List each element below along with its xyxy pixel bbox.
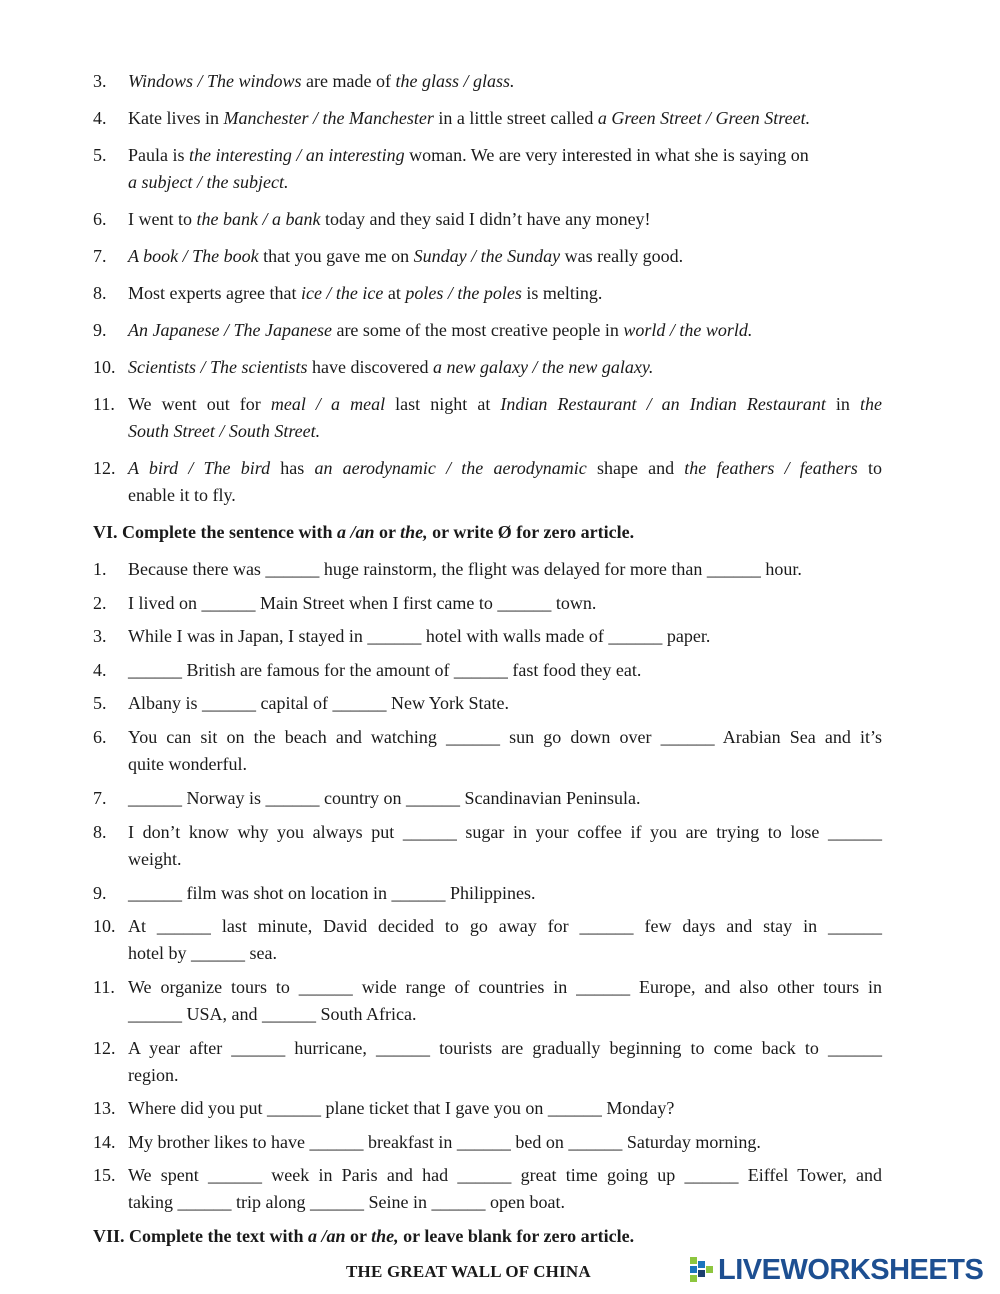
text-run: has (270, 458, 315, 478)
liveworksheets-mark-icon (690, 1257, 714, 1283)
italic-choice: a subject / the subject. (128, 172, 289, 192)
text-run: last night at (385, 394, 501, 414)
text-run: is melting. (521, 283, 603, 303)
italic-choice: an aerodynamic / the aerodynamic (314, 458, 587, 478)
text-run: Most experts agree that (128, 283, 301, 303)
italic-choice: the glass / glass. (395, 71, 515, 91)
italic-choice: poles / the poles (405, 283, 522, 303)
item-number: 9. (93, 883, 107, 903)
text-run: enable it to fly. (128, 485, 236, 505)
italic-choice: a /an (336, 522, 375, 542)
text-run: Paula is (128, 145, 189, 165)
text-title: THE GREAT WALL OF CHINA (346, 1262, 591, 1281)
fill-blank-sentence: ______ British are famous for the amount of ______ fast food they eat. (128, 660, 642, 680)
text-run: that you gave me on (258, 246, 414, 266)
italic-choice: the (860, 394, 882, 414)
section-vii-heading (93, 1227, 634, 1245)
text-run: Kate lives in (128, 108, 224, 128)
text-run: or leave blank for zero article. (398, 1226, 635, 1246)
exercise-sentence-continued (128, 422, 320, 440)
item-number: 1. (93, 559, 107, 579)
text-run: woman. We are very interested in what she is saying on (404, 145, 809, 165)
section-vi-heading (93, 523, 634, 541)
fill-blank-sentence-continued: region. (128, 1065, 179, 1085)
exercise-sentence (128, 459, 882, 477)
text-run: or write Ø for zero article. (427, 522, 635, 542)
italic-choice: Indian Restaurant / an Indian Restaurant (500, 394, 826, 414)
italic-choice: a /an (307, 1226, 346, 1246)
item-number: 2. (93, 593, 107, 613)
fill-blank-sentence: My brother likes to have ______ breakfast in ______ bed on ______ Saturday morning. (128, 1132, 761, 1152)
exercise-sentence (128, 284, 602, 302)
text-run: VII. Complete the text with (93, 1226, 308, 1246)
item-number: 7. (93, 246, 107, 266)
item-number: 12. (93, 458, 116, 478)
item-number: 13. (93, 1098, 116, 1118)
fill-blank-sentence: Because there was ______ huge rainstorm, the flight was delayed for more than ______ hour. (128, 559, 802, 579)
italic-choice: the interesting / an interesting (189, 145, 405, 165)
text-run: at (383, 283, 406, 303)
exercise-sentence (128, 72, 515, 90)
italic-choice: meal / a meal (270, 394, 386, 414)
item-number: 6. (93, 209, 107, 229)
italic-choice: Sunday / the Sunday (413, 246, 561, 266)
fill-blank-sentence: We spent ______ week in Paris and had ______ great time going up ______ Eiffel Tower, and (128, 1165, 882, 1185)
exercise-sentence (128, 210, 651, 228)
text-run: shape and (586, 458, 685, 478)
italic-choice: the feathers / feathers (684, 458, 858, 478)
fill-blank-sentence: We organize tours to ______ wide range of countries in ______ Europe, and also other tours in (128, 977, 882, 997)
italic-choice: South Street / South Street. (128, 421, 321, 441)
fill-blank-sentence: A year after ______ hurricane, ______ tourists are gradually beginning to come back to ______ (128, 1038, 882, 1058)
item-number: 10. (93, 357, 116, 377)
italic-choice: A book / The book (128, 246, 259, 266)
italic-choice: a Green Street / Green Street. (597, 108, 811, 128)
italic-choice: Windows / The windows (128, 71, 302, 91)
item-number: 8. (93, 283, 107, 303)
exercise-sentence (128, 321, 752, 339)
item-number: 4. (93, 660, 107, 680)
fill-blank-sentence-continued: quite wonderful. (128, 754, 247, 774)
item-number: 8. (93, 822, 107, 842)
fill-blank-sentence: At ______ last minute, David decided to go away for ______ few days and stay in ______ (128, 916, 882, 936)
item-number: 11. (93, 394, 115, 414)
exercise-sentence-continued (128, 486, 236, 504)
italic-choice: ice / the ice (300, 283, 384, 303)
text-run: are made of (301, 71, 396, 91)
item-number: 3. (93, 626, 107, 646)
italic-choice: An Japanese / The Japanese (128, 320, 332, 340)
text-run: was really good. (560, 246, 684, 266)
text-run: or (345, 1226, 372, 1246)
italic-choice: Scientists / The scientists (128, 357, 308, 377)
exercise-sentence-continued (128, 173, 288, 191)
item-number: 3. (93, 71, 107, 91)
item-number: 4. (93, 108, 107, 128)
exercise-sentence (128, 247, 683, 265)
italic-choice: the bank / a bank (196, 209, 321, 229)
text-run: today and they said I didn’t have any money! (320, 209, 651, 229)
exercise-sentence (128, 146, 809, 164)
text-run: to (857, 458, 882, 478)
text-run: in (825, 394, 860, 414)
fill-blank-sentence: You can sit on the beach and watching ______ sun go down over ______ Arabian Sea and it’s (128, 727, 882, 747)
fill-blank-sentence: Albany is ______ capital of ______ New York State. (128, 693, 509, 713)
item-number: 7. (93, 788, 107, 808)
text-run: or (374, 522, 401, 542)
text-run: in a little street called (433, 108, 598, 128)
fill-blank-sentence-continued: weight. (128, 849, 182, 869)
exercise-sentence (128, 395, 882, 413)
item-number: 14. (93, 1132, 116, 1152)
fill-blank-sentence: I don’t know why you always put ______ sugar in your coffee if you are trying to lose ______ (128, 822, 882, 842)
text-run: have discovered (307, 357, 433, 377)
italic-choice: the, (371, 1226, 399, 1246)
text-run: are some of the most creative people in (331, 320, 624, 340)
fill-blank-sentence: I lived on ______ Main Street when I first came to ______ town. (128, 593, 597, 613)
fill-blank-sentence: Where did you put ______ plane ticket that I gave you on ______ Monday? (128, 1098, 675, 1118)
item-number: 10. (93, 916, 116, 936)
fill-blank-sentence: ______ film was shot on location in ______ Philippines. (128, 883, 536, 903)
fill-blank-sentence-continued: taking ______ trip along ______ Seine in ______ open boat. (128, 1192, 565, 1212)
exercise-sentence (128, 109, 810, 127)
item-number: 6. (93, 727, 107, 747)
italic-choice: Manchester / the Manchester (223, 108, 434, 128)
item-number: 12. (93, 1038, 116, 1058)
italic-choice: world / the world. (623, 320, 753, 340)
fill-blank-sentence: ______ Norway is ______ country on ______ Scandinavian Peninsula. (128, 788, 641, 808)
italic-choice: A bird / The bird (128, 458, 271, 478)
liveworksheets-logo (690, 1255, 983, 1285)
text-run: VI. Complete the sentence with (93, 522, 337, 542)
fill-blank-sentence: While I was in Japan, I stayed in ______ hotel with walls made of ______ paper. (128, 626, 711, 646)
text-run: I went to (128, 209, 197, 229)
liveworksheets-wordmark: LIVEWORKSHEETS (718, 1253, 984, 1286)
fill-blank-sentence-continued: hotel by ______ sea. (128, 943, 277, 963)
italic-choice: the, (400, 522, 428, 542)
item-number: 5. (93, 693, 107, 713)
item-number: 11. (93, 977, 115, 997)
text-run: We went out for (128, 394, 271, 414)
item-number: 9. (93, 320, 107, 340)
exercise-sentence (128, 358, 653, 376)
fill-blank-sentence-continued: ______ USA, and ______ South Africa. (128, 1004, 417, 1024)
item-number: 5. (93, 145, 107, 165)
item-number: 15. (93, 1165, 116, 1185)
italic-choice: a new galaxy / the new galaxy. (432, 357, 654, 377)
